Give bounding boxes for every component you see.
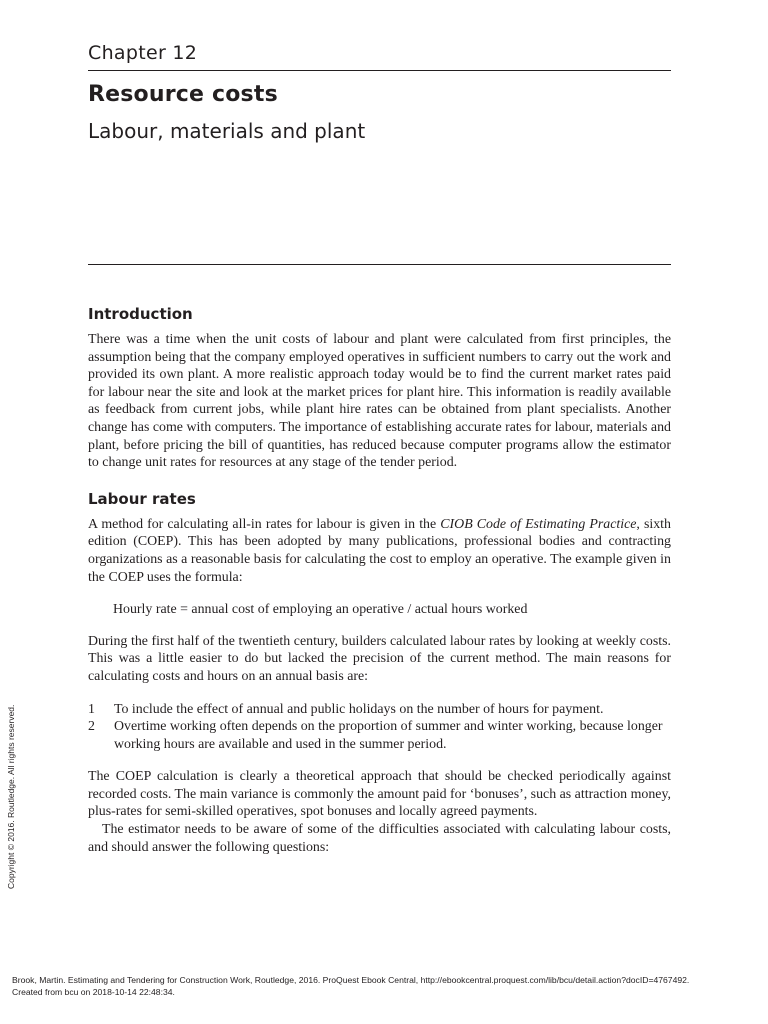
chapter-title: Resource costs xyxy=(88,82,278,107)
list-item-text: Overtime working often depends on the proportion of summer and winter working, because longer working hours are available and used in the summer period. xyxy=(114,719,663,752)
hourly-rate-formula: Hourly rate = annual cost of employing an operative / actual hours worked xyxy=(113,602,528,618)
list-item-number: 1 xyxy=(88,701,95,717)
side-copyright-notice: Copyright © 2016. Routledge. All rights reserved. xyxy=(6,704,16,889)
labour-p1-before: A method for calculating all-in rates for labour is given in the xyxy=(88,516,441,532)
list-item xyxy=(88,718,671,753)
introduction-paragraph: There was a time when the unit costs of labour and plant were calculated from first principles, the assumption being that the company employed operatives in sufficient numbers to carry out the work and provided its own plant. A more realistic approach today would be to find the current market rates paid for labour near the site and look at the market prices for plant hire. This information is readily available as feedback from current jobs, while plant hire rates can be obtained from plant specialists. Another change has come with computers. The importance of establishing accurate rates for labour, materials and plant, before pricing the bill of quantities, has reduced because computer programs allow the estimator to change unit rates for resources at any stage of the tender period. xyxy=(88,332,671,471)
labour-rates-paragraph-1 xyxy=(88,516,671,586)
reasons-list xyxy=(88,701,671,754)
chapter-label: Chapter 12 xyxy=(88,42,198,64)
code-of-practice-title: CIOB Code of Estimating Practice xyxy=(440,516,637,532)
citation-line-2: Created from bcu on 2018-10-14 22:48:34. xyxy=(12,986,175,997)
list-item-number: 2 xyxy=(88,719,95,735)
section-heading-introduction: Introduction xyxy=(88,305,193,323)
list-item-text: To include the effect of annual and public holidays on the number of hours for payment. xyxy=(114,701,604,717)
footer-citation xyxy=(12,975,757,998)
labour-rates-paragraph-4: The estimator needs to be aware of some of the difficulties associated with calculating labour costs, and should answer the following questions: xyxy=(88,822,671,855)
header-divider xyxy=(88,264,671,265)
chapter-subtitle: Labour, materials and plant xyxy=(88,119,366,143)
citation-line-1: Brook, Martin. Estimating and Tendering for Construction Work, Routledge, 2016. ProQuest Ebook Central, http://ebookcentral.proquest.com/lib/bcu/detail.action?docID=4767492. xyxy=(12,975,690,985)
list-item xyxy=(88,701,671,719)
top-divider xyxy=(88,70,671,71)
body-content xyxy=(88,305,671,856)
section-heading-labour-rates: Labour rates xyxy=(88,489,196,508)
labour-p1-after: , sixth edition (COEP). This has been adopted by many publications, professional bodies and contracting organizations as a reasonable basis for calculating the cost to employ an operative. The example given in the COEP uses the formula: xyxy=(88,516,671,585)
labour-rates-paragraph-3: The COEP calculation is clearly a theoretical approach that should be checked periodically against recorded costs. The main variance is commonly the amount paid for ‘bonuses’, such as attraction money, plus-rates for semi-skilled operatives, spot bonuses and locally agreed payments. xyxy=(88,769,671,820)
labour-rates-paragraph-2: During the first half of the twentieth century, builders calculated labour rates by looking at weekly costs. This was a little easier to do but lacked the precision of the current method. The main reasons for calculating costs and hours on an annual basis are: xyxy=(88,633,671,684)
